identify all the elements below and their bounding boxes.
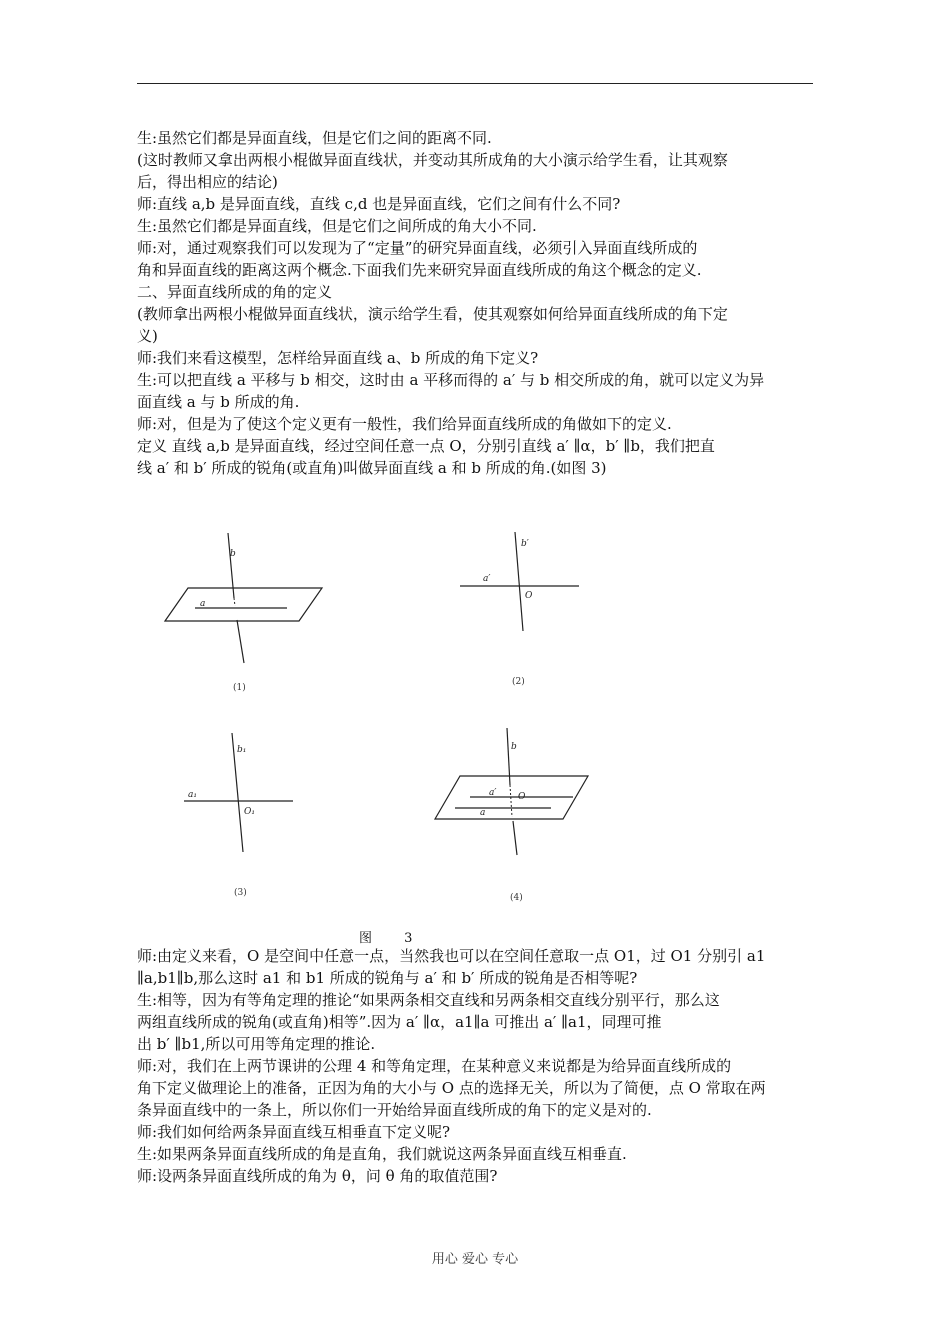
- text-block-top: [137, 127, 817, 479]
- figure-3: [180, 730, 300, 855]
- paragraph: 出 b′ ∥b1,所以可用等角定理的推论.: [137, 1035, 376, 1053]
- paragraph: 师:由定义来看，O 是空间中任意一点，当然我也可以在空间任意取一点 O1，过 O1 分别引 a1: [137, 947, 766, 965]
- paragraph: 师:对，但是为了使这个定义更有一般性，我们给异面直线所成的角做如下的定义.: [137, 415, 672, 433]
- fig3-label-o: O₁: [244, 807, 255, 817]
- paragraph: 师:我们如何给两条异面直线互相垂直下定义呢?: [137, 1123, 451, 1141]
- paragraph: 生:可以把直线 a 平移与 b 相交，这时由 a 平移而得的 a′ 与 b 相交所成的角，就可以定义为异: [137, 371, 765, 389]
- text-block-bottom: [137, 945, 817, 1187]
- fig2-label-b: b′: [521, 539, 529, 549]
- paragraph: 师:直线 a,b 是异面直线，直线 c,d 也是异面直线，它们之间有什么不同?: [137, 195, 621, 213]
- paragraph: 师:对，通过观察我们可以发现为了“定量”的研究异面直线，必须引入异面直线所成的: [137, 239, 698, 257]
- fig4-label-b: b: [511, 742, 517, 752]
- paragraph: 后，得出相应的结论): [137, 173, 278, 191]
- header-rule: [137, 83, 813, 84]
- fig2-label-o: O: [525, 591, 533, 601]
- paragraph: 两组直线所成的锐角(或直角)相等”.因为 a′ ∥α，a1∥a 可推出 a′ ∥a1，同理可推: [137, 1013, 662, 1031]
- figure-4-number: (4): [510, 893, 523, 903]
- paragraph: (教师拿出两根小棍做异面直线状，演示给学生看，使其观察如何给异面直线所成的角下定: [137, 305, 728, 323]
- paragraph: 生:虽然它们都是异面直线，但是它们之间的距离不同.: [137, 129, 492, 147]
- definition-paragraph: 线 a′ 和 b′ 所成的锐角(或直角)叫做异面直线 a 和 b 所成的角.(如图 3): [137, 459, 607, 477]
- fig2-label-a: a′: [483, 574, 491, 584]
- figure-3-number: (3): [234, 888, 247, 898]
- figure-4: [430, 725, 595, 860]
- figure-2-diagram: [455, 528, 585, 638]
- figure-1-number: (1): [233, 683, 246, 693]
- paragraph: 角下定义做理论上的准备，正因为角的大小与 O 点的选择无关，所以为了简便，点 O 常取在两: [137, 1079, 766, 1097]
- paragraph: 生:如果两条异面直线所成的角是直角，我们就说这两条异面直线互相垂直.: [137, 1145, 627, 1163]
- fig4-label-o: O: [518, 792, 526, 802]
- page-footer: 用心 爱心 专心: [431, 1252, 519, 1267]
- figure-2: [455, 528, 585, 638]
- figure-4-diagram: [430, 725, 595, 860]
- paragraph: 角和异面直线的距离这两个概念.下面我们先来研究异面直线所成的角这个概念的定义.: [137, 261, 702, 279]
- figure-2-number: (2): [512, 677, 525, 687]
- paragraph: ∥a,b1∥b,那么这时 a1 和 b1 所成的锐角与 a′ 和 b′ 所成的锐角是否相等呢?: [137, 969, 638, 987]
- paragraph: 义): [137, 327, 158, 345]
- figure-1-diagram: [160, 528, 330, 668]
- paragraph: 生:相等，因为有等角定理的推论“如果两条相交直线和另两条相交直线分别平行，那么这: [137, 991, 720, 1009]
- section-heading: 二、异面直线所成的角的定义: [137, 283, 333, 301]
- paragraph: (这时教师又拿出两根小棍做异面直线状，并变动其所成角的大小演示给学生看，让其观察: [137, 151, 728, 169]
- fig4-label-a-prime: a′: [489, 788, 497, 798]
- definition-paragraph: 定义 直线 a,b 是异面直线，经过空间任意一点 O，分别引直线 a′ ∥α，b′ ∥b，我们把直: [137, 437, 715, 455]
- paragraph: 师:设两条异面直线所成的角为 θ，问 θ 角的取值范围?: [137, 1167, 498, 1185]
- fig1-label-a: a: [200, 599, 206, 609]
- figure-3-diagram: [180, 730, 300, 855]
- figure-1: [160, 528, 330, 668]
- figure-caption: 图 3: [359, 931, 427, 946]
- paragraph: 师:对，我们在上两节课讲的公理 4 和等角定理，在某种意义来说都是为给异面直线所成的: [137, 1057, 732, 1075]
- paragraph: 条异面直线中的一条上，所以你们一开始给异面直线所成的角下的定义是对的.: [137, 1101, 652, 1119]
- fig4-label-a: a: [480, 808, 486, 818]
- fig1-label-b: b: [230, 549, 236, 559]
- fig3-label-b: b₁: [237, 745, 247, 755]
- fig3-label-a: a₁: [188, 790, 197, 800]
- paragraph: 生:虽然它们都是异面直线，但是它们之间所成的角大小不同.: [137, 217, 537, 235]
- paragraph: 师:我们来看这模型，怎样给异面直线 a、b 所成的角下定义?: [137, 349, 539, 367]
- paragraph: 面直线 a 与 b 所成的角.: [137, 393, 300, 411]
